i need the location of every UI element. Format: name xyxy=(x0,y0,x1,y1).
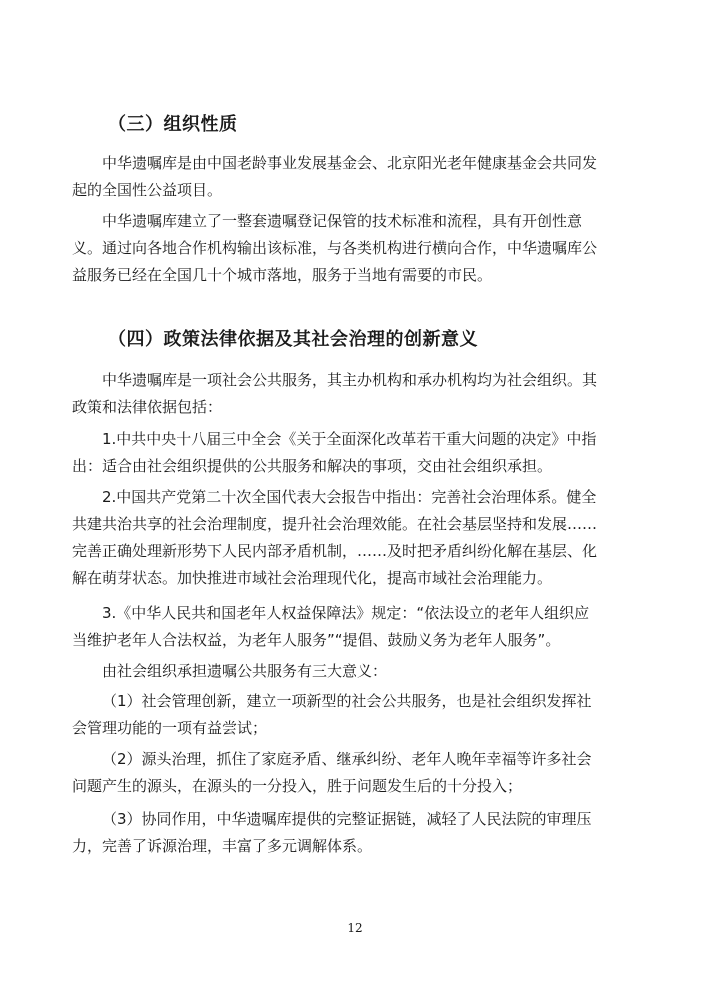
text-line: 会管理功能的一项有益尝试； xyxy=(72,719,268,737)
text-line: 中华遗嘱库是由中国老龄事业发展基金会、北京阳光老年健康基金会共同发 xyxy=(102,154,598,172)
page-number: 12 xyxy=(347,921,363,935)
text-line: 当维护老年人合法权益，为老年人服务”“提倡、鼓励义务为老年人服务”。 xyxy=(72,631,561,649)
text-line: 由社会组织承担遗嘱公共服务有三大意义： xyxy=(102,662,388,680)
text-line: 政策和法律依据包括： xyxy=(72,398,223,416)
paragraph xyxy=(72,688,640,742)
text-line: 中华遗嘱库是一项社会公共服务，其主办机构和承办机构均为社会组织。其 xyxy=(102,371,598,389)
text-line: 中华遗嘱库建立了一整套遗嘱登记保管的技术标准和流程，具有开创性意 xyxy=(102,212,583,230)
section-heading-policy-legal-basis: （四）政策法律依据及其社会治理的创新意义 xyxy=(108,329,478,350)
paragraph xyxy=(72,426,640,480)
text-line: 益服务已经在全国几十个城市落地，服务于当地有需要的市民。 xyxy=(72,266,493,284)
section-heading-organization-nature: （三）组织性质 xyxy=(108,114,238,135)
text-line: 解在萌芽状态。加快推进市域社会治理现代化，提高市域社会治理能力。 xyxy=(72,569,553,587)
text-line: （2）源头治理，抓住了家庭矛盾、继承纠纷、老年人晚年幸福等许多社会 xyxy=(102,750,592,768)
text-line: 共建共治共享的社会治理制度，提升社会治理效能。在社会基层坚持和发展…… xyxy=(72,515,598,533)
paragraph xyxy=(72,746,640,800)
paragraph xyxy=(72,484,640,592)
paragraph xyxy=(72,600,640,654)
text-line: 力，完善了诉源治理，丰富了多元调解体系。 xyxy=(72,837,373,855)
text-line: 起的全国性公益项目。 xyxy=(72,181,223,199)
text-line: 完善正确处理新形势下人民内部矛盾机制，……及时把矛盾纠纷化解在基层、化 xyxy=(72,542,598,560)
text-line: 义。通过向各地合作机构输出该标准，与各类机构进行横向合作，中华遗嘱库公 xyxy=(72,239,598,257)
paragraph xyxy=(72,658,640,685)
paragraph xyxy=(72,367,640,421)
text-line: （1）社会管理创新，建立一项新型的社会公共服务，也是社会组织发挥社 xyxy=(102,692,592,710)
paragraph xyxy=(72,150,640,204)
paragraph xyxy=(72,806,640,860)
text-line: 1.中共中央十八届三中全会《关于全面深化改革若干重大问题的决定》中指 xyxy=(102,430,597,448)
text-line: 2.中国共产党第二十次全国代表大会报告中指出：完善社会治理体系。健全 xyxy=(102,488,597,506)
text-line: 问题产生的源头，在源头的一分投入，胜于问题发生后的十分投入； xyxy=(72,777,523,795)
text-line: 出：适合由社会组织提供的公共服务和解决的事项，交由社会组织承担。 xyxy=(72,457,553,475)
paragraph xyxy=(72,208,640,289)
text-line: （3）协同作用，中华遗嘱库提供的完整证据链，减轻了人民法院的审理压 xyxy=(102,810,592,828)
text-line: 3.《中华人民共和国老年人权益保障法》规定：“依法设立的老年人组织应 xyxy=(102,604,590,622)
